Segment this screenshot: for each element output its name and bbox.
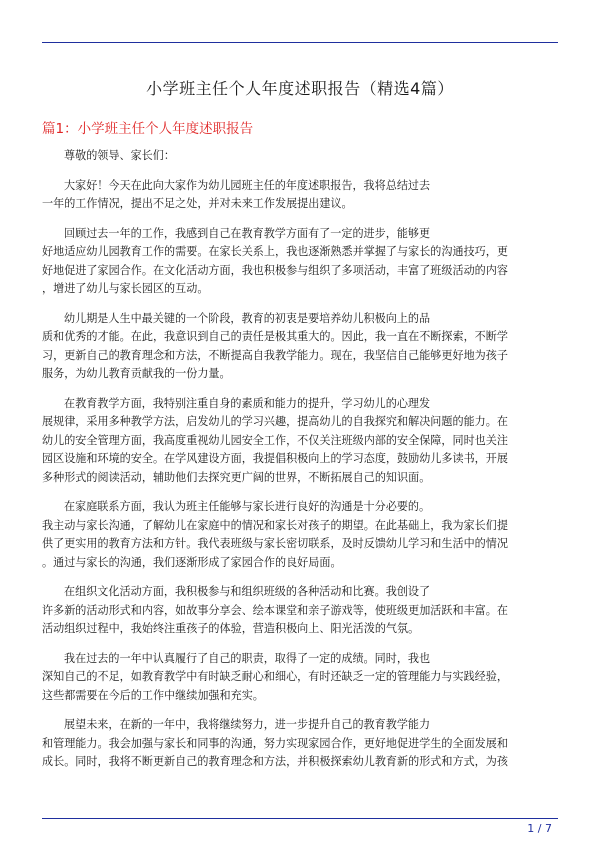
text-line: 这些都需要在今后的工作中继续加强和充实。 (42, 688, 264, 702)
text-line: 多种形式的阅读活动，辅助他们去探究更广阔的世界，不断拓展自己的知识面。 (42, 470, 431, 484)
text-line: 在教育教学方面，我特别注重自身的素质和能力的提升，学习幼儿的心理发 (64, 396, 431, 410)
text-line: 我主动与家长沟通，了解幼儿在家庭中的情况和家长对孩子的期望。在此基础上，我为家长们提 (42, 518, 508, 532)
paragraph (42, 177, 558, 214)
text-line: 供了更实用的教育方法和方针。我代表班级与家长密切联系，及时反馈幼儿学习和生活中的情况 (42, 537, 508, 550)
text-line: 回顾过去一年的工作，我感到自己在教育教学方面有了一定的进步，能够更 (64, 226, 431, 240)
text-line: 成长。同时，我将不断更新自己的教育理念和方法，并积极探索幼儿教育新的形式和方式，为孩 (42, 755, 508, 768)
paragraph (42, 583, 558, 639)
text-line: 尊敬的领导、家长们： (64, 149, 175, 162)
paragraph (42, 310, 558, 384)
text-line: 。通过与家长的沟通，我们逐渐形成了家园合作的良好局面。 (42, 555, 342, 569)
paragraph (42, 498, 558, 572)
text-line: 许多新的活动形式和内容，如故事分享会、绘本课堂和亲子游戏等，使班级更加活跃和丰富。在 (42, 603, 508, 617)
text-line: 一年的工作情况，提出不足之处，并对未来工作发展提出建议。 (42, 197, 353, 210)
text-line: 我在过去的一年中认真履行了自己的职责，取得了一定的成绩。同时，我也 (64, 651, 431, 665)
text-line: 习，更新自己的教育理念和方法，不断提高自我教学能力。现在，我坚信自己能够更好地为孩子 (42, 348, 508, 362)
paragraph (42, 147, 558, 166)
footer-rule (42, 818, 558, 819)
text-line: 在组织文化活动方面，我积极参与和组织班级的各种活动和比赛。我创设了 (64, 585, 431, 598)
text-line: 幼儿的安全管理方面，我高度重视幼儿园安全工作，不仅关注班级内部的安全保障，同时也关注 (42, 433, 508, 447)
text-line: 质和优秀的才能。在此，我意识到自己的责任是极其重大的。因此，我一直在不断探索，不断学 (42, 330, 508, 343)
section-heading: 篇1：小学班主任个人年度述职报告 (42, 121, 254, 137)
text-line: 幼儿期是人生中最关键的一个阶段，教育的初衷是要培养幼儿积极向上的品 (64, 311, 431, 325)
text-line: 大家好！今天在此向大家作为幼儿园班主任的年度述职报告，我将总结过去 (64, 178, 431, 192)
text-line: 在家庭联系方面，我认为班主任能够与家长进行良好的沟通是十分必要的。 (64, 500, 431, 513)
paragraph (42, 650, 558, 706)
page-number: 1 / 7 (527, 822, 552, 835)
text-line: ，增进了幼儿与家长园区的互动。 (42, 282, 209, 295)
document-title: 小学班主任个人年度述职报告（精选4篇） (146, 79, 454, 98)
paragraph (42, 395, 558, 488)
text-line: 深知自己的不足，如教育教学中有时缺乏耐心和细心，有时还缺乏一定的管理能力与实践经验， (42, 670, 508, 683)
paragraph (42, 225, 558, 299)
paragraph (42, 716, 558, 772)
text-line: 展望未来，在新的一年中，我将继续努力，进一步提升自己的教育教学能力 (64, 718, 431, 731)
header-rule (42, 42, 558, 43)
text-line: 好地适应幼儿园教育工作的需要。在家长关系上，我也逐渐熟悉并掌握了与家长的沟通技巧，更 (42, 245, 508, 258)
text-line: 活动组织过程中，我始终注重孩子的体验，营造积极向上、阳光活泼的气氛。 (42, 622, 420, 635)
text-line: 展规律，采用多种教学方法，启发幼儿的学习兴趣，提高幼儿的自我探究和解决问题的能力。在 (42, 415, 508, 428)
text-line: 和管理能力。我会加强与家长和同事的沟通，努力实现家园合作，更好地促进学生的全面发展和 (42, 736, 508, 750)
document-body (42, 147, 558, 783)
text-line: 园区设施和环境的安全。在学风建设方面，我提倡积极向上的学习态度，鼓励幼儿多读书，开展 (42, 452, 508, 465)
text-line: 服务，为幼儿教育贡献我的一份力量。 (42, 367, 231, 380)
text-line: 好地促进了家园合作。在文化活动方面，我也积极参与组织了多项活动，丰富了班级活动的内容 (42, 263, 508, 277)
